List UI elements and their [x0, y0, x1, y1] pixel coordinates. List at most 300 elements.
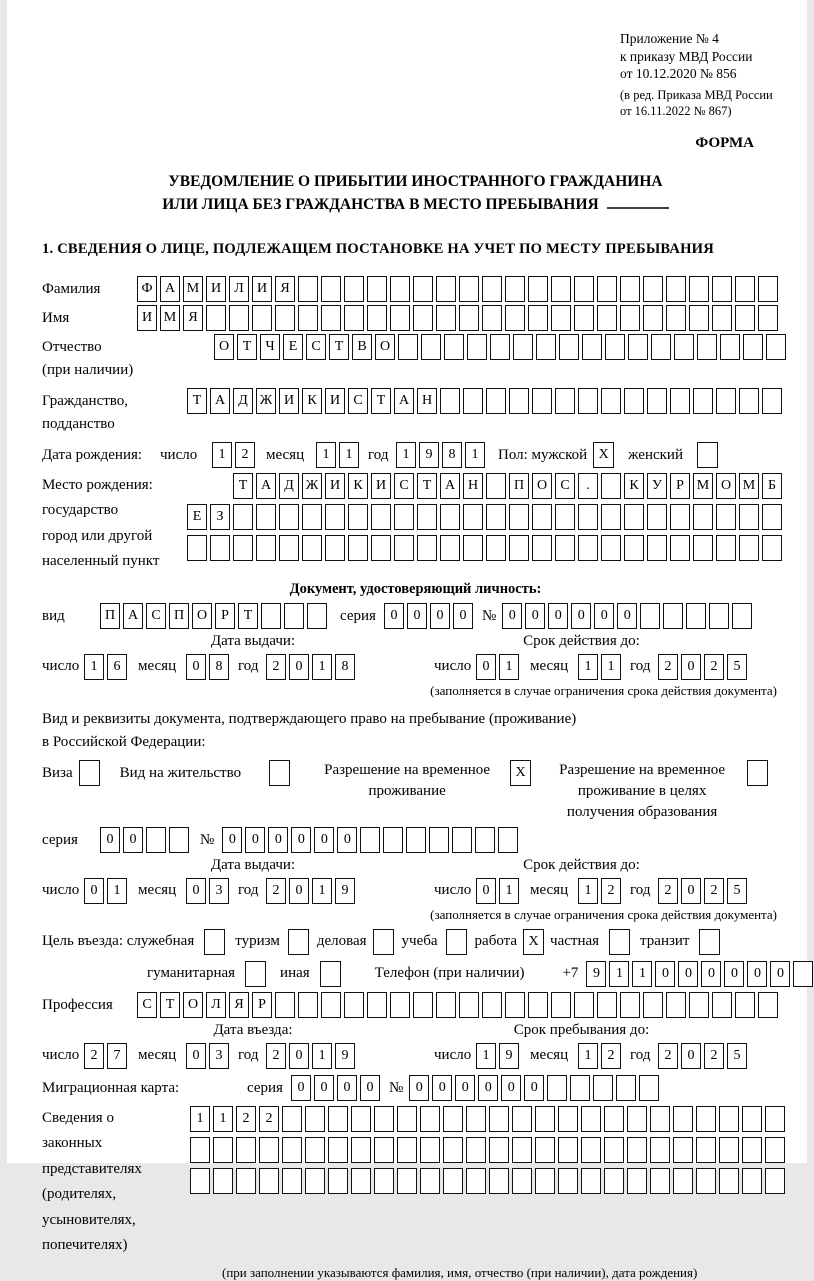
char-cell — [597, 992, 617, 1018]
char-cell: 1 — [465, 442, 485, 468]
migration-card-label: Миграционная карта: — [42, 1079, 180, 1096]
char-cell — [765, 1168, 785, 1194]
char-cell — [394, 535, 414, 561]
char-cell — [528, 276, 548, 302]
birth-place-row2 — [187, 504, 785, 530]
char-cell — [374, 1168, 394, 1194]
res-valid-note: (заполняется в случае ограничения срока действия документа) — [430, 906, 777, 922]
char-cell: 1 — [212, 442, 232, 468]
char-cell — [605, 334, 625, 360]
char-cell — [512, 1137, 532, 1163]
char-cell: Я — [275, 276, 295, 302]
char-cell: 2 — [658, 654, 678, 680]
char-cell — [628, 334, 648, 360]
char-cell: С — [306, 334, 326, 360]
purpose-work-checkbox: X — [523, 929, 544, 955]
char-cell: 6 — [107, 654, 127, 680]
char-cell: 0 — [571, 603, 591, 629]
char-cell — [578, 535, 598, 561]
form-title — [42, 170, 789, 217]
profession-label: Профессия — [42, 996, 113, 1013]
char-cell: 1 — [190, 1106, 210, 1132]
char-cell: 0 — [314, 827, 334, 853]
char-cell — [482, 992, 502, 1018]
char-cell — [555, 388, 575, 414]
year-label: год — [630, 658, 651, 675]
year-label: год — [238, 882, 259, 899]
birth-place-row3 — [187, 535, 785, 561]
char-cell — [620, 276, 640, 302]
char-cell: А — [160, 276, 180, 302]
day-label: число — [42, 1047, 80, 1064]
char-cell — [275, 992, 295, 1018]
char-cell: 0 — [289, 654, 309, 680]
char-cell — [348, 535, 368, 561]
char-cell: 0 — [453, 603, 473, 629]
char-cell — [532, 504, 552, 530]
day-label: число — [434, 658, 472, 675]
form-title-line2: ИЛИ ЛИЦА БЕЗ ГРАЖДАНСТВА В МЕСТО ПРЕБЫВАНИЯ — [42, 193, 789, 216]
char-cell: И — [279, 388, 299, 414]
char-cell — [693, 535, 713, 561]
doc-valid-note: (заполняется в случае ограничения срока действия документа) — [430, 682, 777, 698]
char-cell — [305, 1168, 325, 1194]
char-cell — [558, 1106, 578, 1132]
char-cell: 0 — [524, 1075, 544, 1101]
char-cell — [213, 1137, 233, 1163]
char-cell: 1 — [578, 654, 598, 680]
char-cell — [307, 603, 327, 629]
char-cell — [325, 535, 345, 561]
char-cell — [459, 305, 479, 331]
char-cell: К — [624, 473, 644, 499]
char-cell: В — [352, 334, 372, 360]
char-cell — [716, 504, 736, 530]
char-cell: 9 — [335, 878, 355, 904]
char-cell — [169, 827, 189, 853]
char-cell: 1 — [578, 1043, 598, 1069]
char-cell: 0 — [770, 961, 790, 987]
char-cell — [512, 1106, 532, 1132]
birth-date-row — [42, 442, 789, 469]
res-number-sign: № — [200, 831, 215, 848]
char-cell: Т — [329, 334, 349, 360]
char-cell: 2 — [704, 1043, 724, 1069]
char-cell: Т — [160, 992, 180, 1018]
char-cell — [643, 305, 663, 331]
char-cell — [383, 827, 403, 853]
char-cell — [762, 504, 782, 530]
doc-issue-day-cells — [84, 654, 130, 680]
surname-label: Фамилия — [42, 280, 101, 297]
birth-month-cells — [316, 442, 362, 468]
annex-note-line: от 16.11.2022 № 867) — [620, 103, 732, 118]
residence-doc-dates-block — [42, 856, 789, 904]
identity-doc-heading: Документ, удостоверяющий личность: — [289, 580, 542, 597]
char-cell: С — [348, 388, 368, 414]
char-cell: 0 — [478, 1075, 498, 1101]
char-cell: И — [252, 276, 272, 302]
residence-doc-series-row — [42, 827, 789, 854]
char-cell — [463, 535, 483, 561]
res-issue-day-cells — [84, 878, 130, 904]
char-cell — [279, 504, 299, 530]
char-cell: Н — [463, 473, 483, 499]
char-cell — [651, 334, 671, 360]
char-cell — [555, 504, 575, 530]
char-cell: 0 — [455, 1075, 475, 1101]
char-cell — [475, 827, 495, 853]
char-cell: Е — [283, 334, 303, 360]
doc-valid-day-cells — [476, 654, 522, 680]
char-cell: А — [394, 388, 414, 414]
char-cell: Т — [417, 473, 437, 499]
char-cell: 0 — [681, 1043, 701, 1069]
char-cell: З — [210, 504, 230, 530]
purpose-transit-label: транзит — [640, 933, 690, 950]
purpose-business-label: деловая — [316, 933, 367, 950]
purpose-row-2 — [42, 960, 789, 988]
char-cell — [397, 1137, 417, 1163]
char-cell — [739, 504, 759, 530]
char-cell: М — [693, 473, 713, 499]
char-cell — [532, 535, 552, 561]
char-cell — [765, 1137, 785, 1163]
char-cell: 1 — [312, 1043, 332, 1069]
char-cell — [559, 334, 579, 360]
char-cell: А — [123, 603, 143, 629]
char-cell: 0 — [186, 654, 206, 680]
char-cell — [574, 992, 594, 1018]
phone-cells — [586, 961, 814, 987]
char-cell — [627, 1106, 647, 1132]
char-cell — [371, 504, 391, 530]
char-cell — [459, 276, 479, 302]
char-cell: Т — [238, 603, 258, 629]
char-cell: 0 — [681, 878, 701, 904]
doc-issue-date-heading: Дата выдачи: — [210, 632, 296, 649]
char-cell: Р — [215, 603, 235, 629]
char-cell — [279, 535, 299, 561]
char-cell — [417, 535, 437, 561]
char-cell — [190, 1168, 210, 1194]
doc-type-label: вид — [42, 607, 65, 624]
char-cell: 0 — [409, 1075, 429, 1101]
char-cell: 1 — [107, 878, 127, 904]
char-cell: 0 — [501, 1075, 521, 1101]
char-cell — [716, 535, 736, 561]
birth-day-cells — [212, 442, 258, 468]
char-cell: 0 — [407, 603, 427, 629]
purpose-row-1 — [42, 928, 789, 956]
char-cell — [666, 276, 686, 302]
char-cell — [627, 1168, 647, 1194]
purpose-official-checkbox — [204, 929, 225, 955]
char-cell — [344, 992, 364, 1018]
char-cell — [236, 1137, 256, 1163]
purpose-humanitarian-checkbox — [245, 961, 266, 987]
char-cell: 1 — [499, 654, 519, 680]
char-cell — [766, 334, 786, 360]
entry-month-cells — [186, 1043, 232, 1069]
char-cell: 8 — [335, 654, 355, 680]
char-cell — [689, 276, 709, 302]
char-cell — [742, 1106, 762, 1132]
entry-year-cells — [266, 1043, 358, 1069]
surname-cells — [137, 276, 781, 302]
char-cell: 0 — [525, 603, 545, 629]
patronymic-row — [42, 334, 789, 386]
char-cell — [325, 504, 345, 530]
char-cell — [739, 388, 759, 414]
res-valid-day-cells — [476, 878, 522, 904]
migr-number-sign: № — [388, 1079, 404, 1096]
char-cell: 1 — [213, 1106, 233, 1132]
guardians-label: Сведения о законных представителях (родителях, усыновителях, попечителях) — [42, 1109, 142, 1254]
month-label: месяц — [266, 446, 305, 463]
char-cell — [259, 1168, 279, 1194]
char-cell — [558, 1137, 578, 1163]
char-cell: 1 — [609, 961, 629, 987]
char-cell: 8 — [209, 654, 229, 680]
char-cell — [762, 388, 782, 414]
char-cell: 0 — [724, 961, 744, 987]
char-cell: Ж — [256, 388, 276, 414]
char-cell: 0 — [617, 603, 637, 629]
residence-doc-paragraph — [42, 708, 789, 754]
char-cell: 0 — [747, 961, 767, 987]
char-cell: 2 — [236, 1106, 256, 1132]
char-cell: А — [440, 473, 460, 499]
year-label: год — [630, 1047, 651, 1064]
char-cell: 2 — [704, 654, 724, 680]
char-cell: 2 — [601, 1043, 621, 1069]
char-cell: 0 — [84, 878, 104, 904]
char-cell: Д — [279, 473, 299, 499]
char-cell: 2 — [266, 1043, 286, 1069]
char-cell: 0 — [123, 827, 143, 853]
char-cell — [440, 504, 460, 530]
char-cell: 1 — [339, 442, 359, 468]
char-cell: 1 — [316, 442, 336, 468]
char-cell: М — [739, 473, 759, 499]
char-cell — [321, 992, 341, 1018]
char-cell: 0 — [432, 1075, 452, 1101]
char-cell: М — [160, 305, 180, 331]
char-cell: Т — [371, 388, 391, 414]
char-cell: 0 — [291, 1075, 311, 1101]
day-label: число — [434, 1047, 472, 1064]
form-label: ФОРМА — [695, 135, 754, 152]
char-cell — [643, 992, 663, 1018]
char-cell — [210, 535, 230, 561]
guardians-row1 — [190, 1106, 788, 1132]
migr-number-cells — [409, 1075, 662, 1101]
char-cell: 0 — [337, 827, 357, 853]
char-cell — [390, 276, 410, 302]
purpose-work-label: работа — [474, 933, 518, 950]
doc-valid-month-cells — [578, 654, 624, 680]
temp-residence-edu-label: Разрешение на временное проживание в целях получения образования — [559, 761, 726, 820]
char-cell — [452, 827, 472, 853]
char-cell — [673, 1168, 693, 1194]
purpose-study-label: учеба — [401, 933, 438, 950]
char-cell — [302, 504, 322, 530]
char-cell — [282, 1168, 302, 1194]
month-label: месяц — [530, 1047, 569, 1064]
surname-row — [42, 276, 789, 303]
char-cell: Р — [670, 473, 690, 499]
char-cell: 0 — [222, 827, 242, 853]
char-cell — [696, 1168, 716, 1194]
given-name-label: Имя — [42, 309, 70, 326]
char-cell — [666, 305, 686, 331]
char-cell — [535, 1168, 555, 1194]
char-cell: 0 — [186, 878, 206, 904]
doc-dates-block — [42, 632, 789, 680]
char-cell — [275, 305, 295, 331]
char-cell — [650, 1137, 670, 1163]
purpose-humanitarian-label: гуманитарная — [147, 965, 236, 982]
blank-underline — [607, 193, 669, 209]
stay-month-cells — [578, 1043, 624, 1069]
char-cell: О — [183, 992, 203, 1018]
char-cell — [513, 334, 533, 360]
char-cell: О — [532, 473, 552, 499]
char-cell — [229, 305, 249, 331]
char-cell: А — [256, 473, 276, 499]
char-cell — [743, 334, 763, 360]
char-cell — [482, 276, 502, 302]
char-cell — [302, 535, 322, 561]
char-cell — [321, 276, 341, 302]
char-cell — [406, 827, 426, 853]
char-cell: 9 — [419, 442, 439, 468]
res-issue-year-cells — [266, 878, 358, 904]
char-cell — [328, 1106, 348, 1132]
char-cell — [570, 1075, 590, 1101]
month-label: месяц — [138, 1047, 177, 1064]
char-cell — [420, 1137, 440, 1163]
char-cell — [298, 305, 318, 331]
purpose-private-checkbox — [609, 929, 630, 955]
entry-date-heading: Дата въезда: — [213, 1021, 293, 1038]
char-cell — [443, 1168, 463, 1194]
sex-female-checkbox — [697, 442, 718, 468]
purpose-transit-checkbox — [699, 929, 720, 955]
residence-doc-line1: Вид и реквизиты документа, подтверждающего право на пребывание (проживание) — [42, 710, 577, 727]
char-cell — [719, 1168, 739, 1194]
purpose-private-label: частная — [550, 933, 600, 950]
stay-until-heading: Срок пребывания до: — [513, 1021, 650, 1038]
char-cell — [397, 1168, 417, 1194]
char-cell — [689, 305, 709, 331]
citizenship-label: Гражданство, подданство — [42, 392, 129, 432]
char-cell: Т — [237, 334, 257, 360]
char-cell: 0 — [289, 1043, 309, 1069]
char-cell: 0 — [291, 827, 311, 853]
month-label: месяц — [138, 658, 177, 675]
annex-line: от 10.12.2020 № 856 — [620, 66, 737, 82]
char-cell — [735, 992, 755, 1018]
char-cell: О — [192, 603, 212, 629]
char-cell — [360, 827, 380, 853]
migration-card-row — [42, 1075, 789, 1102]
birth-place-block — [42, 473, 789, 575]
char-cell: 2 — [235, 442, 255, 468]
char-cell: 7 — [107, 1043, 127, 1069]
residence-permit-label: Вид на жительство — [119, 764, 242, 781]
year-label: год — [368, 446, 389, 463]
doc-number-sign: № — [481, 607, 497, 624]
char-cell — [486, 388, 506, 414]
char-cell: 0 — [245, 827, 265, 853]
char-cell — [436, 992, 456, 1018]
char-cell: 0 — [701, 961, 721, 987]
doc-series-cells — [384, 603, 476, 629]
char-cell — [351, 1137, 371, 1163]
char-cell — [574, 305, 594, 331]
char-cell: 0 — [476, 654, 496, 680]
day-label: число — [42, 658, 80, 675]
day-label: число — [42, 882, 80, 899]
char-cell: Л — [229, 276, 249, 302]
char-cell: Ж — [302, 473, 322, 499]
char-cell — [367, 992, 387, 1018]
char-cell: 1 — [601, 654, 621, 680]
char-cell — [489, 1106, 509, 1132]
char-cell — [735, 276, 755, 302]
char-cell — [443, 1106, 463, 1132]
char-cell: 0 — [186, 1043, 206, 1069]
char-cell — [259, 1137, 279, 1163]
char-cell: И — [325, 388, 345, 414]
birth-place-cells — [187, 473, 785, 566]
char-cell: К — [348, 473, 368, 499]
char-cell — [581, 1106, 601, 1132]
char-cell — [305, 1106, 325, 1132]
res-valid-month-cells — [578, 878, 624, 904]
char-cell: 0 — [476, 878, 496, 904]
char-cell — [512, 1168, 532, 1194]
char-cell — [739, 535, 759, 561]
char-cell — [429, 827, 449, 853]
char-cell — [673, 1137, 693, 1163]
char-cell — [466, 1137, 486, 1163]
char-cell — [374, 1137, 394, 1163]
char-cell: 0 — [430, 603, 450, 629]
char-cell — [551, 276, 571, 302]
residence-doc-line2: в Российской Федерации: — [42, 733, 206, 750]
char-cell — [305, 1137, 325, 1163]
char-cell: 2 — [266, 654, 286, 680]
stay-day-cells — [476, 1043, 522, 1069]
char-cell: 3 — [209, 878, 229, 904]
char-cell — [282, 1106, 302, 1132]
char-cell — [582, 334, 602, 360]
annex-line: Приложение № 4 — [620, 31, 719, 46]
year-label: год — [238, 1047, 259, 1064]
char-cell — [581, 1137, 601, 1163]
birth-year-cells — [396, 442, 488, 468]
phone-prefix: +7 — [562, 965, 579, 982]
char-cell: 0 — [314, 1075, 334, 1101]
char-cell — [647, 535, 667, 561]
char-cell — [367, 276, 387, 302]
char-cell: И — [206, 276, 226, 302]
char-cell: П — [509, 473, 529, 499]
char-cell: 0 — [384, 603, 404, 629]
